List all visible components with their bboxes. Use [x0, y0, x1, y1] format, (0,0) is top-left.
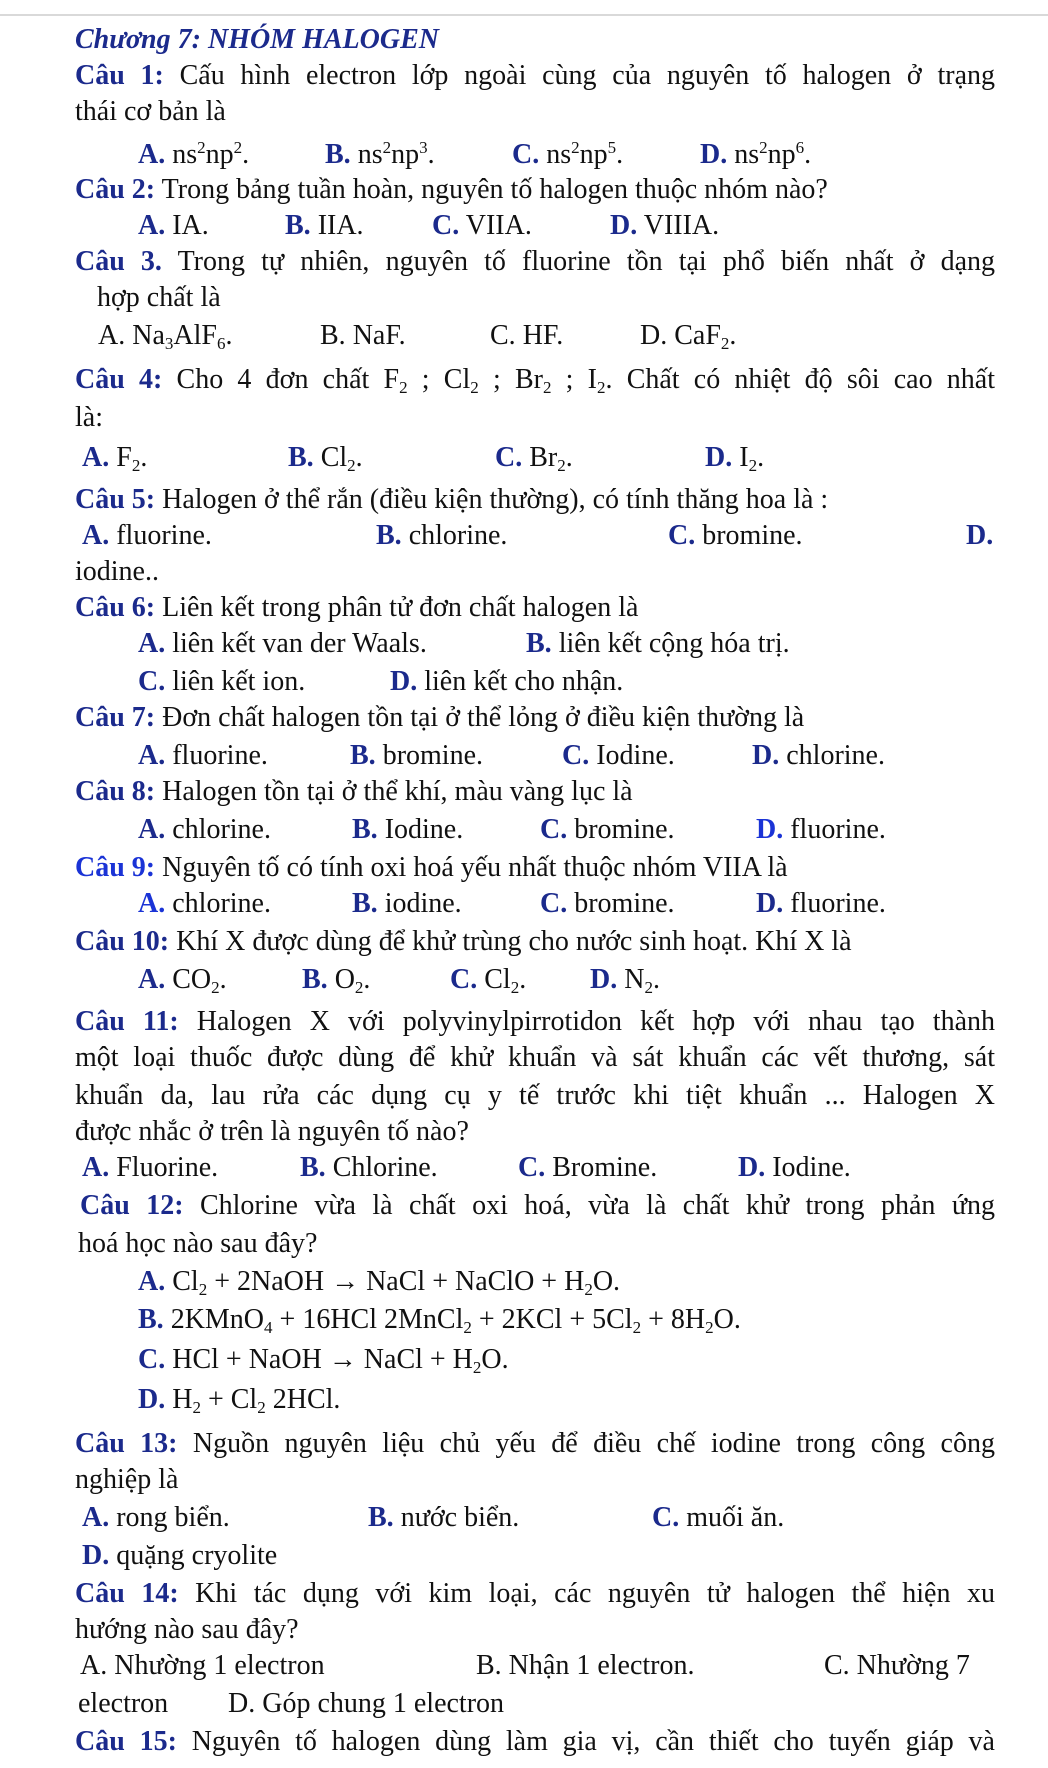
q6-option-b: B. liên kết cộng hóa trị. [526, 628, 790, 659]
question-14: Câu 14: Khi tác dụng với kim loại, các nguyên tử halogen thể hiện xu [75, 1578, 995, 1609]
top-divider [0, 14, 1048, 16]
q3-option-d: D. CaF$_2$. [640, 320, 737, 353]
q1-option-c: C. $ns^2np^5$. [512, 138, 624, 170]
question-11-line-3: khuẩn da, lau rửa các dụng cụ y tế trước khi tiệt khuẩn ... Halogen X [75, 1080, 995, 1111]
q12-option-b: B. 2KMnO$_4$ + 16HCl 2MnCl$_2$ + $2KCl + 5Cl_2 + 8H_2O$. [138, 1304, 741, 1337]
q3-option-a: A. $Na_3AlF_6$. [98, 320, 233, 353]
question-4-cont: là: [75, 402, 103, 433]
q2-option-c: C. VIIA. [432, 210, 532, 241]
q14-option-a: A. Nhường 1 electron [80, 1650, 325, 1681]
q4-option-a: A. $F_2$. [82, 442, 148, 475]
q13-option-c: C. muối ăn. [652, 1502, 785, 1533]
q2-option-d: D. VIIIA. [610, 210, 720, 241]
question-1-cont: thái cơ bản là [75, 96, 226, 127]
question-4: Câu 4: Cho 4 đơn chất $F_2$ ; $Cl_2$ ; $Br_2$ ; $I_2$. Chất có nhiệt độ sôi cao nhất [75, 364, 995, 397]
question-1: Câu 1: Cấu hình electron lớp ngoài cùng của nguyên tố halogen ở trạng [75, 60, 995, 91]
question-5: Câu 5: Halogen ở thể rắn (điều kiện thường), có tính thăng hoa là : [75, 484, 829, 515]
q10-option-a: A. $CO_2$. [138, 964, 227, 997]
question-8: Câu 8: Halogen tồn tại ở thể khí, màu vàng lục là [75, 776, 633, 807]
q3-option-c: C. HF. [490, 320, 564, 351]
q12-option-c: C. HCl + NaOH → NaCl + $H_2O$. [138, 1344, 509, 1377]
question-10: Câu 10: Khí X được dùng để khử trùng cho nước sinh hoạt. Khí X là [75, 926, 852, 957]
q1-option-b: B. $ns^2np^3$. [325, 138, 435, 170]
q12-option-d: D. $H_2 + Cl_2$ 2HCl. [138, 1384, 341, 1417]
q9-option-b: B. iodine. [352, 888, 462, 919]
q1-option-a: A. $ns^2np^2$. [138, 138, 250, 170]
q5-option-a: A. fluorine. [82, 520, 212, 551]
question-label: Câu 1: [75, 60, 164, 91]
question-14-cont: hướng nào sau đây? [75, 1614, 299, 1645]
q14-option-c-cont: electron [78, 1688, 169, 1719]
question-2: Câu 2: Trong bảng tuần hoàn, nguyên tố halogen thuộc nhóm nào? [75, 174, 828, 205]
q9-option-a: A. chlorine. [138, 888, 271, 919]
q13-option-b: B. nước biển. [368, 1502, 520, 1533]
q9-option-d: D. fluorine. [756, 888, 886, 919]
q5-option-b: B. chlorine. [376, 520, 508, 551]
page-title: Chương 7: NHÓM HALOGEN [75, 24, 439, 55]
question-3: Câu 3. Trong tự nhiên, nguyên tố fluorine tồn tại phổ biến nhất ở dạng [75, 246, 996, 277]
question-6: Câu 6: Liên kết trong phân tử đơn chất halogen là [75, 592, 639, 623]
q8-option-a: A. chlorine. [138, 814, 271, 845]
q7-option-c: C. Iodine. [562, 740, 675, 771]
q14-option-c: C. Nhường 7 [824, 1650, 970, 1681]
q8-option-b: B. Iodine. [352, 814, 464, 845]
q6-option-a: A. liên kết van der Waals. [138, 628, 427, 659]
q7-option-d: D. chlorine. [752, 740, 885, 771]
q2-option-a: A. IA. [138, 210, 209, 241]
q13-option-a: A. rong biển. [82, 1502, 230, 1533]
q9-option-c: C. bromine. [540, 888, 675, 919]
question-7: Câu 7: Đơn chất halogen tồn tại ở thể lỏng ở điều kiện thường là [75, 702, 805, 733]
q11-option-c: C. Bromine. [518, 1152, 658, 1183]
q6-option-c: C. liên kết ion. [138, 666, 306, 697]
q5-option-d-text: iodine.. [75, 556, 159, 587]
q7-option-b: B. bromine. [350, 740, 483, 771]
question-11-line-4: được nhắc ở trên là nguyên tố nào? [75, 1116, 469, 1147]
question-9: Câu 9: Nguyên tố có tính oxi hoá yếu nhất thuộc nhóm VIIA là [75, 852, 788, 883]
q8-option-d: D. fluorine. [756, 814, 886, 845]
q4-option-d: D. $I_2$. [705, 442, 765, 475]
q3-option-b: B. NaF. [320, 320, 406, 351]
q14-option-d: D. Góp chung 1 electron [228, 1688, 505, 1719]
question-13: Câu 13: Nguồn nguyên liệu chủ yếu để điều chế iodine trong công công [75, 1428, 995, 1459]
question-3-cont: hợp chất là [97, 282, 221, 313]
q8-option-c: C. bromine. [540, 814, 675, 845]
question-15: Câu 15: Nguyên tố halogen dùng làm gia vị, cần thiết cho tuyến giáp và [75, 1726, 995, 1757]
q11-option-b: B. Chlorine. [300, 1152, 438, 1183]
question-13-cont: nghiệp là [75, 1464, 179, 1495]
q7-option-a: A. fluorine. [138, 740, 268, 771]
q10-option-b: B. $O_2$. [302, 964, 371, 997]
q13-option-d: D. quặng cryolite [82, 1540, 278, 1571]
q11-option-a: A. Fluorine. [82, 1152, 219, 1183]
question-11-line-2: một loại thuốc được dùng để khử khuẩn và sát khuẩn các vết thương, sát [75, 1042, 995, 1073]
q10-option-c: C. $Cl_2$. [450, 964, 527, 997]
q5-option-c: C. bromine. [668, 520, 803, 551]
q1-option-d: D. $ns^2np^6$. [700, 138, 812, 170]
question-12-cont: hoá học nào sau đây? [78, 1228, 318, 1259]
q12-option-a: A. $Cl_2$ + 2NaOH → NaCl + NaClO + $H_2O$. [138, 1266, 621, 1299]
q2-option-b: B. IIA. [285, 210, 364, 241]
q4-option-c: C. $Br_2$. [495, 442, 573, 475]
question-11: Câu 11: Halogen X với polyvinylpirrotidon kết hợp với nhau tạo thành [75, 1006, 995, 1037]
q4-option-b: B. $Cl_2$. [288, 442, 363, 475]
q14-option-b: B. Nhận 1 electron. [476, 1650, 695, 1681]
q6-option-d: D. liên kết cho nhận. [390, 666, 624, 697]
q10-option-d: D. $N_2$. [590, 964, 660, 997]
q5-option-d: D. [966, 520, 994, 551]
question-12: Câu 12: Chlorine vừa là chất oxi hoá, vừa là chất khử trong phản ứng [80, 1190, 995, 1221]
q11-option-d: D. Iodine. [738, 1152, 851, 1183]
